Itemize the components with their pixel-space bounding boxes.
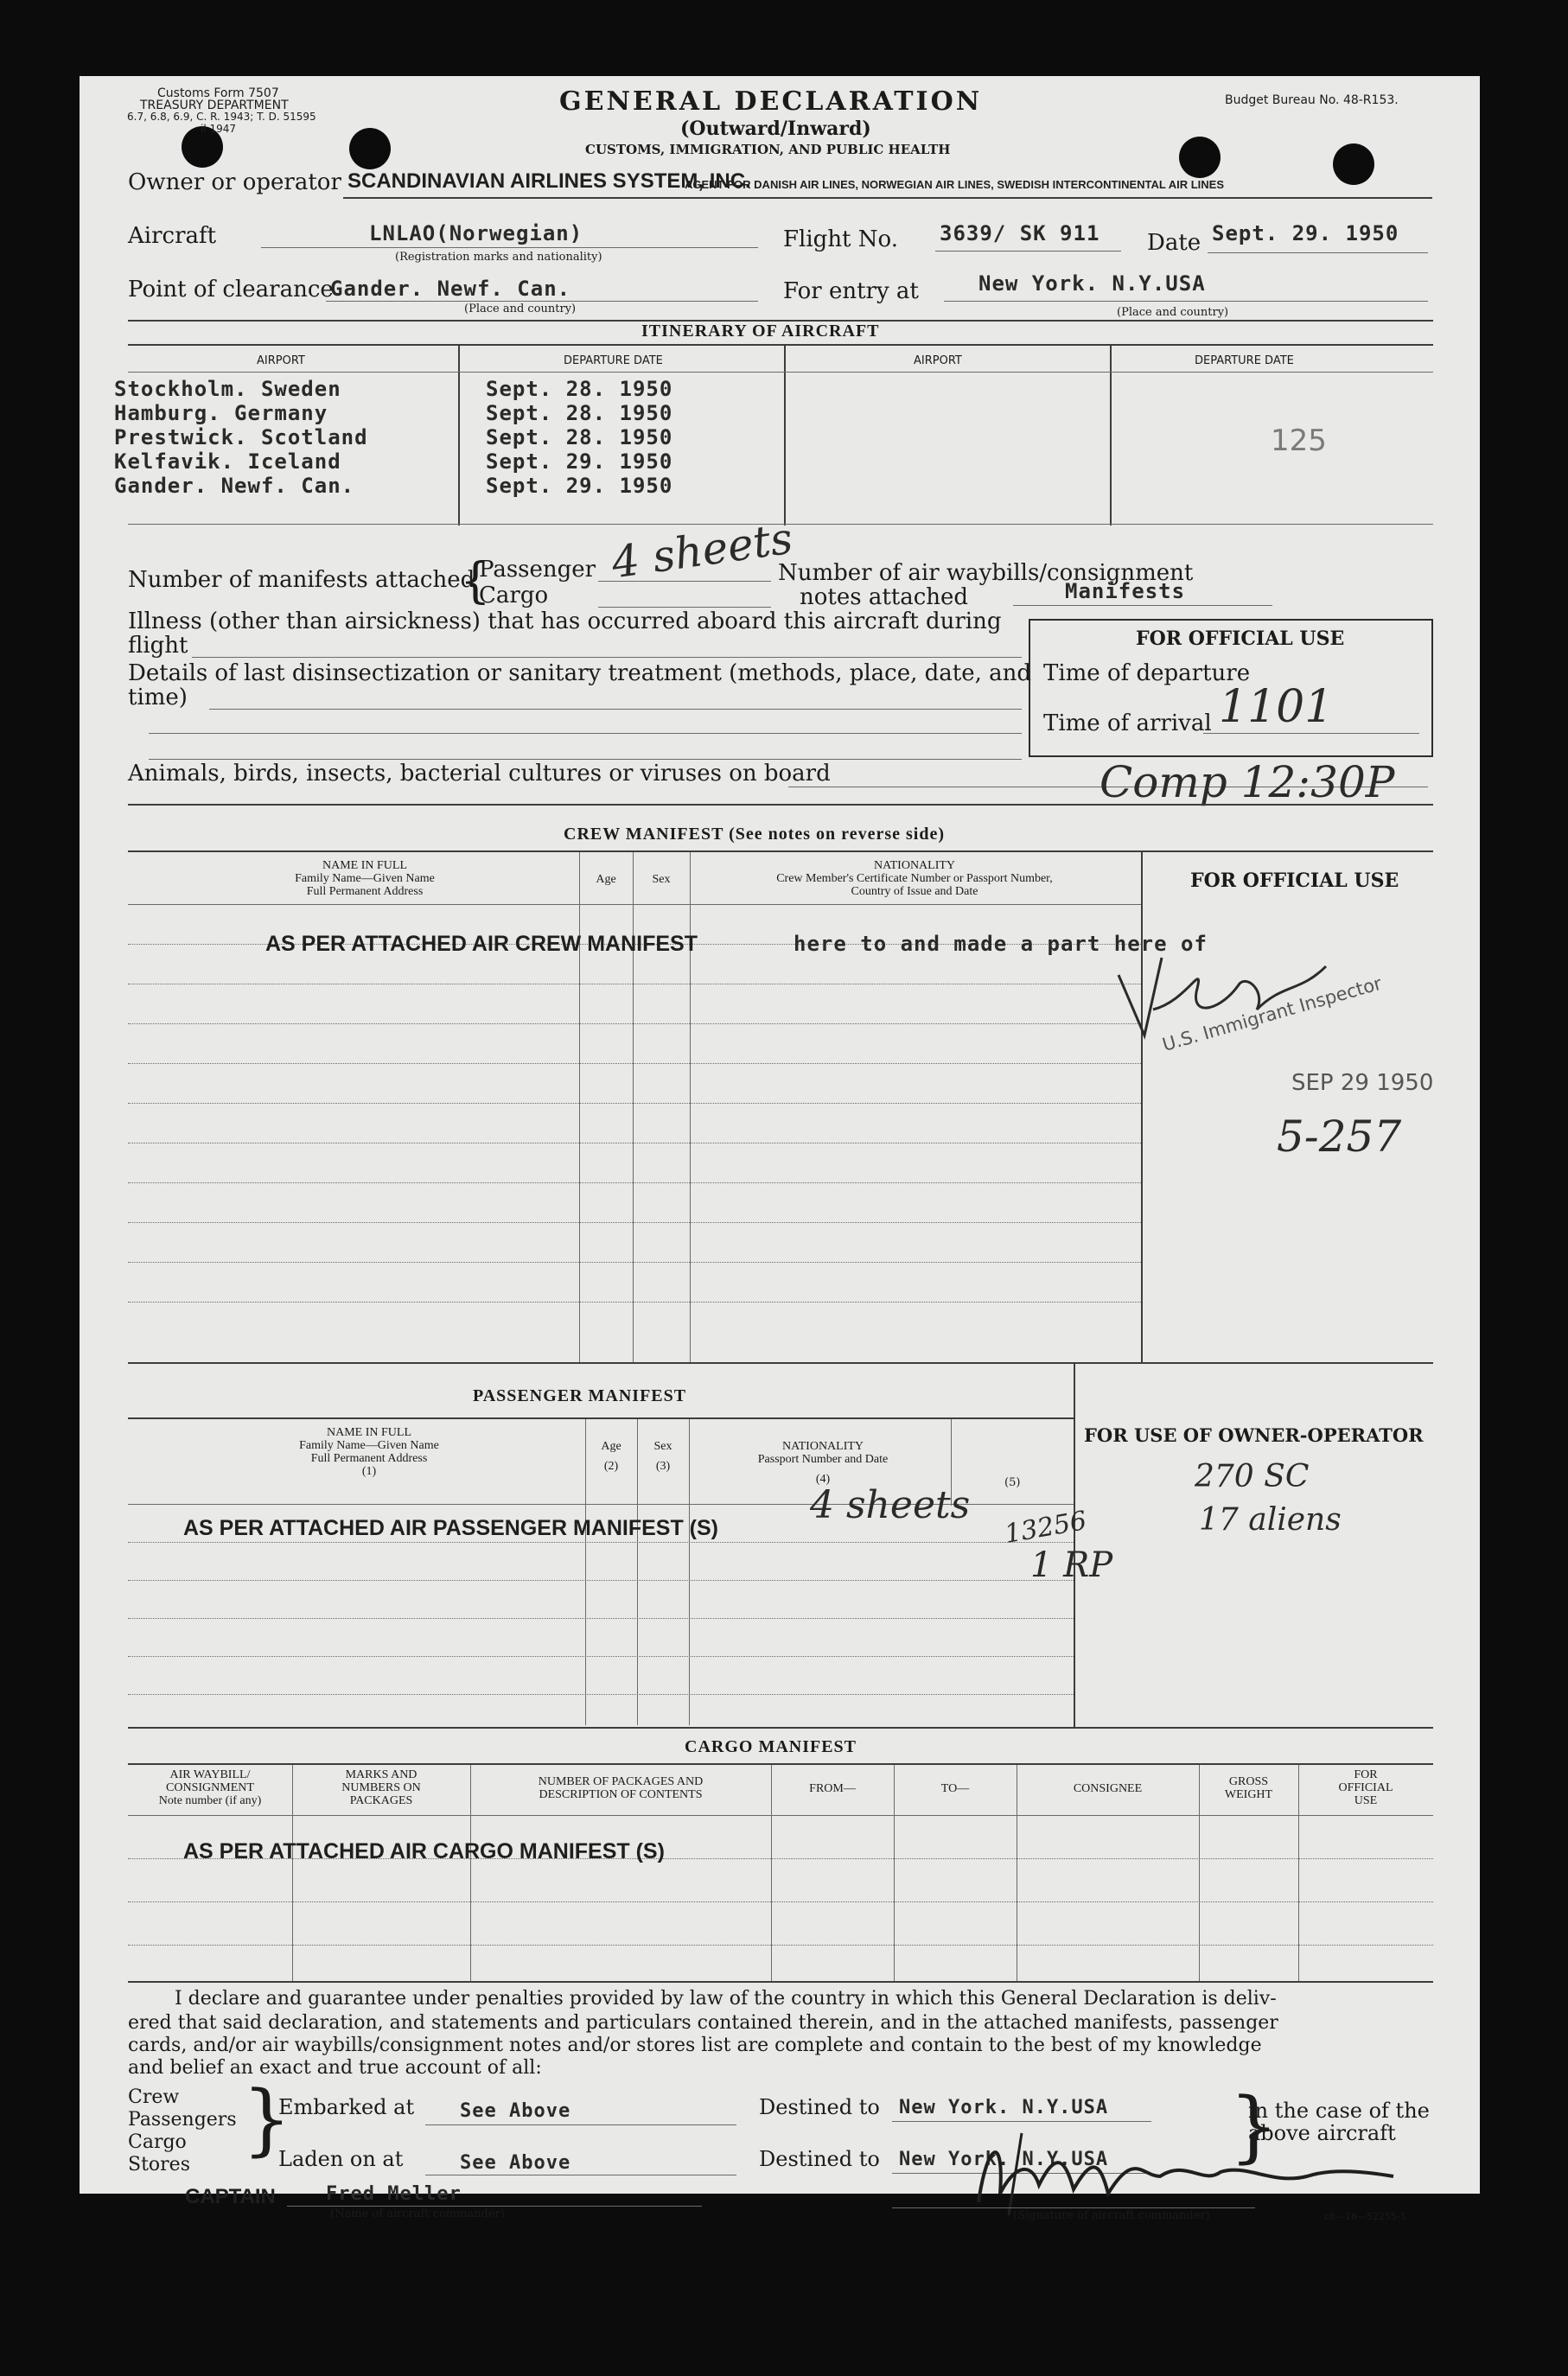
declaration-line4: and belief an exact and true account of all: — [128, 2057, 542, 2079]
itin-airport-3: Prestwick. Scotland — [114, 425, 368, 449]
inspector-title: U.S. Immigrant Inspector — [1160, 972, 1385, 1056]
department: TREASURY DEPARTMENT — [140, 99, 289, 112]
cargo-col-packages-2: DESCRIPTION OF CONTENTS — [539, 1788, 703, 1801]
disinsect-line1: Details of last disinsectization or sanitary treatment (methods, place, date, and — [128, 660, 1032, 686]
decl-brace-right: } — [1229, 2081, 1279, 2172]
pax-col-5: (5) — [1004, 1476, 1021, 1489]
waybills-label: Number of air waybills/consignment — [778, 560, 1194, 586]
crew-col-name-1: NAME IN FULL — [322, 859, 407, 872]
itinerary-title: ITINERARY OF AIRCRAFT — [641, 322, 880, 341]
punch-hole-4 — [1333, 143, 1374, 185]
entry-label: For entry at — [783, 278, 919, 304]
manifests-hand-note: 4 sheets — [608, 513, 796, 589]
itin-col-airport-2: AIRPORT — [914, 354, 962, 367]
crew-col-nat-3: Country of Issue and Date — [851, 885, 978, 898]
embarked-label: Embarked at — [278, 2095, 415, 2119]
crew-official-use: FOR OFFICIAL USE — [1190, 870, 1399, 892]
illness-line1: Illness (other than airsickness) that has occurred aboard this aircraft during — [128, 608, 1002, 634]
form-refs: 6.7, 6.8, 6.9, C. R. 1943; T. D. 51595 — [127, 111, 316, 123]
signature-note: (Signature of aircraft commander) — [1013, 2209, 1210, 2222]
clearance-value: Gander. Newf. Can. — [330, 277, 571, 301]
itin-date-5: Sept. 29. 1950 — [486, 474, 673, 498]
cargo-col-waybill-3: Note number (if any) — [158, 1794, 262, 1807]
embarked-value: See Above — [460, 2100, 571, 2122]
animals-label: Animals, birds, insects, bacterial cultures or viruses on board — [128, 761, 831, 787]
itin-airport-2: Hamburg. Germany — [114, 401, 328, 425]
cargo-col-official-1: FOR — [1354, 1768, 1378, 1781]
pax-col-name-3: Full Permanent Address — [310, 1452, 428, 1465]
cargo-col-official — [1298, 1768, 1433, 1807]
declaration-form — [80, 76, 1480, 2222]
entry-note: (Place and country) — [1117, 306, 1229, 319]
cargo-col-official-3: USE — [1354, 1794, 1378, 1807]
cargo-col-consignee: CONSIGNEE — [1073, 1782, 1143, 1795]
cargo-col-official-2: OFFICIAL — [1338, 1781, 1393, 1794]
itin-date-1: Sept. 28. 1950 — [486, 377, 673, 401]
cargo-col-packages — [470, 1775, 771, 1801]
passenger-stamp: AS PER ATTACHED AIR PASSENGER MANIFEST (S) — [183, 1516, 719, 1540]
laden-value: See Above — [460, 2152, 571, 2174]
crew-col-name — [183, 859, 546, 898]
pax-col-nat-1: NATIONALITY — [781, 1440, 864, 1453]
pax-col-age-1: Age — [601, 1440, 621, 1453]
pax-col-age-2: (2) — [603, 1460, 619, 1473]
crew-col-nat — [690, 859, 1139, 898]
declaration-line1: I declare and guarantee under penalties provided by law of the country in which this General Declaration is deliv- — [175, 1988, 1277, 2010]
cargo-col-waybill-2: CONSIGNMENT — [166, 1781, 254, 1794]
itin-airport-5: Gander. Newf. Can. — [114, 474, 355, 498]
form-title: GENERAL DECLARATION — [559, 86, 983, 117]
pax-col-age — [585, 1440, 637, 1473]
crew-col-sex: Sex — [652, 873, 671, 886]
pax-col-name-1: NAME IN FULL — [327, 1426, 411, 1439]
departure-time-label: Time of departure — [1043, 660, 1251, 686]
manifests-label: Number of manifests attached — [128, 567, 475, 593]
decl-stores: Stores — [128, 2154, 190, 2175]
captain-label: CAPTAIN — [185, 2185, 276, 2208]
itin-col-departure-2: DEPARTURE DATE — [1195, 354, 1294, 367]
passenger-hand-sheets: 4 sheets — [810, 1483, 971, 1527]
manifests-brace: { — [460, 553, 491, 609]
pax-col-sex-1: Sex — [653, 1440, 672, 1453]
date-value: Sept. 29. 1950 — [1212, 221, 1399, 245]
crew-hand-number: 5-257 — [1277, 1112, 1402, 1162]
pax-col-nat-3: (4) — [815, 1473, 831, 1486]
clearance-label: Point of clearance — [128, 277, 334, 303]
declaration-line3: cards, and/or air waybills/consignment notes and/or stores list are complete and contain to the best of my knowledge — [128, 2035, 1262, 2056]
crew-col-name-2: Family Name—Given Name — [295, 872, 435, 885]
captain-note: (Name of aircraft commander) — [330, 2207, 505, 2220]
aircraft-label: Aircraft — [128, 223, 217, 249]
cargo-col-weight-1: GROSS — [1228, 1775, 1269, 1788]
destined-value-1: New York. N.Y.USA — [899, 2097, 1109, 2118]
passenger-title: PASSENGER MANIFEST — [473, 1386, 687, 1405]
crew-stamp-date: SEP 29 1950 — [1291, 1070, 1434, 1096]
arrival-time-label: Time of arrival — [1043, 710, 1212, 736]
case-line1: in the case of the — [1248, 2099, 1430, 2123]
aircraft-value: LNLAO(Norwegian) — [369, 221, 583, 245]
pax-col-nat-2: Passport Number and Date — [757, 1453, 889, 1466]
itinerary-stamp-number: 125 — [1271, 424, 1327, 458]
itin-airport-4: Kelfavik. Iceland — [114, 449, 341, 474]
cargo-col-from: FROM— — [809, 1782, 856, 1795]
decl-crew: Crew — [128, 2086, 180, 2108]
form-number: Customs Form 7507 — [157, 86, 279, 100]
pax-col-name-4: (1) — [361, 1465, 377, 1478]
print-code: c6—16—52255-1 — [1324, 2211, 1407, 2222]
cargo-col-waybill-1: AIR WAYBILL/ — [169, 1768, 251, 1781]
itin-airport-1: Stockholm. Sweden — [114, 377, 341, 401]
budget-number: Budget Bureau No. 48-R153. — [1225, 93, 1399, 107]
illness-line2: flight — [128, 633, 188, 659]
pax-col-nat — [736, 1440, 909, 1486]
cargo-col-weight — [1199, 1775, 1298, 1801]
crew-title: CREW MANIFEST (See notes on reverse side) — [564, 825, 945, 844]
punch-hole-2 — [349, 128, 391, 169]
cargo-col-packages-1: NUMBER OF PACKAGES AND — [538, 1775, 704, 1788]
cargo-col-marks — [292, 1768, 470, 1807]
cargo-col-marks-2: NUMBERS ON — [341, 1781, 421, 1794]
cargo-col-waybill — [128, 1768, 292, 1807]
itin-date-4: Sept. 29. 1950 — [486, 449, 673, 474]
decl-passengers: Passengers — [128, 2109, 237, 2131]
punch-hole-3 — [1179, 137, 1221, 178]
pax-col-sex-2: (3) — [655, 1460, 671, 1473]
crew-col-nat-1: NATIONALITY — [873, 859, 956, 872]
owner-label: Owner or operator — [128, 169, 341, 195]
crew-col-nat-2: Crew Member's Certificate Number or Passport Number, — [776, 872, 1053, 885]
manifests-passenger: Passenger — [479, 557, 596, 583]
laden-label: Laden on at — [278, 2147, 404, 2171]
official-title: FOR OFFICIAL USE — [1136, 627, 1345, 650]
itin-date-2: Sept. 28. 1950 — [486, 401, 673, 425]
cargo-col-marks-1: MARKS AND — [345, 1768, 417, 1781]
cargo-col-to: TO— — [940, 1782, 970, 1795]
manifests-cargo: Cargo — [479, 583, 549, 608]
passenger-hand-num1: 13256 — [1002, 1505, 1089, 1551]
cargo-title: CARGO MANIFEST — [685, 1737, 857, 1756]
captain-signature — [961, 2124, 1411, 2220]
owner-agent: AGENT FOR DANISH AIR LINES, NORWEGIAN AIR LINES, SWEDISH INTERCONTINENTAL AIR LINES — [685, 178, 1225, 191]
cargo-stamp: AS PER ATTACHED AIR CARGO MANIFEST (S) — [183, 1839, 665, 1863]
owner-value: SCANDINAVIAN AIRLINES SYSTEM, INC. — [347, 169, 751, 193]
decl-brace-left: } — [242, 2074, 292, 2165]
disinsect-line2: time) — [128, 685, 188, 710]
destined-label-1: Destined to — [759, 2095, 880, 2119]
waybills-value: Manifests — [1065, 579, 1186, 603]
flight-value: 3639/ SK 911 — [940, 221, 1100, 245]
waybills-notes-label: notes attached — [800, 584, 969, 610]
entry-value: New York. N.Y.USA — [978, 271, 1206, 296]
pax-col-name-2: Family Name—Given Name — [299, 1439, 439, 1452]
owner-hand-270: 270 SC — [1195, 1459, 1310, 1494]
itin-col-departure: DEPARTURE DATE — [564, 354, 663, 367]
form-refs-2: il 1947 — [201, 123, 237, 135]
comp-note: Comp 12:30P — [1100, 757, 1395, 807]
pax-col-sex — [637, 1440, 689, 1473]
passenger-hand-num2: 1 RP — [1030, 1545, 1113, 1585]
crew-stamp: AS PER ATTACHED AIR CREW MANIFEST — [265, 932, 698, 956]
cargo-col-weight-2: WEIGHT — [1224, 1788, 1273, 1801]
aircraft-note: (Registration marks and nationality) — [395, 251, 602, 264]
decl-cargo: Cargo — [128, 2131, 187, 2153]
cargo-col-marks-3: PACKAGES — [349, 1794, 413, 1807]
clearance-note: (Place and country) — [464, 303, 577, 315]
destined-value-2: New York. N.Y.USA — [899, 2149, 1109, 2170]
destined-label-2: Destined to — [759, 2147, 880, 2171]
itin-col-airport: AIRPORT — [257, 354, 305, 367]
arrival-time-value: 1101 — [1219, 681, 1334, 733]
declaration-line2: ered that said declaration, and statements and particulars contained therein, and in the attached manifests, passenger — [128, 2012, 1278, 2034]
form-subtitle: (Outward/Inward) — [680, 118, 871, 140]
owner-hand-aliens: 17 aliens — [1199, 1502, 1342, 1538]
crew-col-age: Age — [596, 873, 616, 886]
date-label: Date — [1147, 230, 1201, 256]
pax-col-name — [192, 1426, 546, 1478]
flight-label: Flight No. — [783, 226, 898, 252]
crew-col-name-3: Full Permanent Address — [306, 885, 424, 898]
itin-date-3: Sept. 28. 1950 — [486, 425, 673, 449]
crew-typed-note: here to and made a part here of — [794, 932, 1208, 956]
owner-operator-use: FOR USE OF OWNER-OPERATOR — [1084, 1424, 1424, 1446]
captain-value: Fred Meller — [326, 2183, 462, 2205]
form-agencies: CUSTOMS, IMMIGRATION, AND PUBLIC HEALTH — [585, 142, 951, 157]
case-line2: above aircraft — [1248, 2121, 1396, 2145]
